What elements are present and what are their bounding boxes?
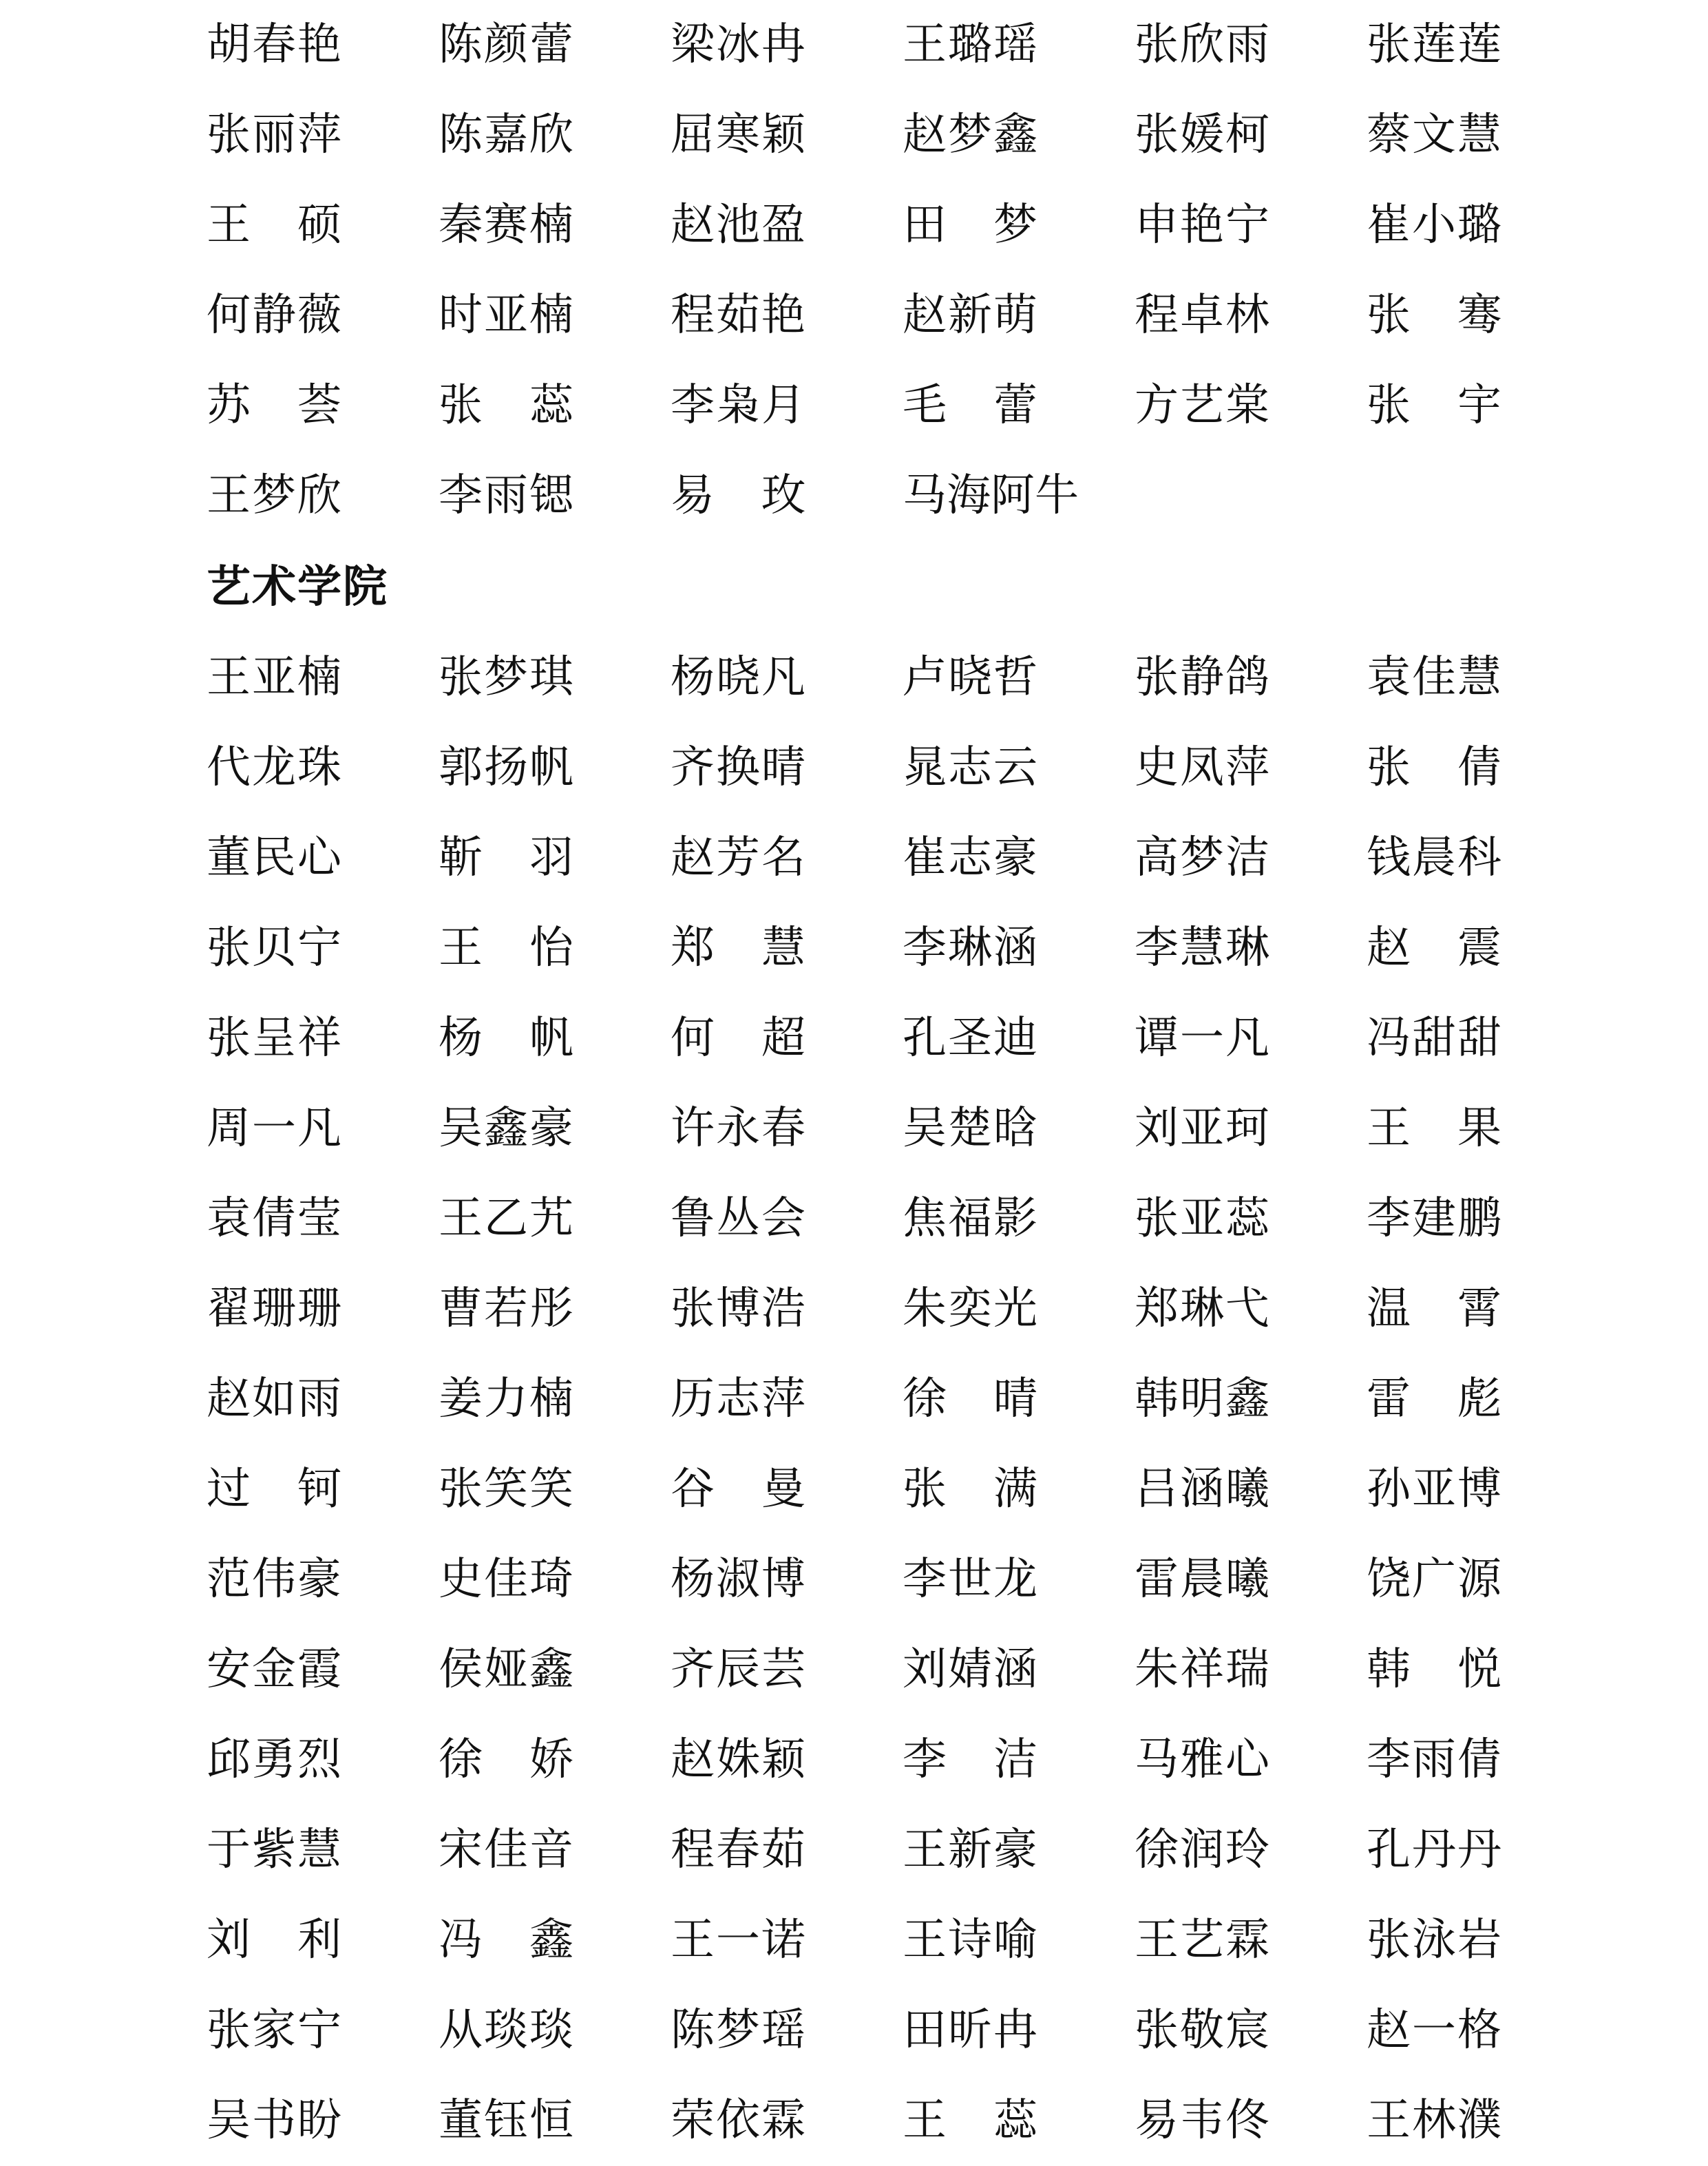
name-row bbox=[207, 1084, 1515, 1174]
person-name: 刘亚珂 bbox=[1135, 1103, 1269, 1154]
person-name: 翟珊珊 bbox=[207, 1283, 341, 1334]
person-name: 张静鸽 bbox=[1135, 652, 1269, 703]
name-cell bbox=[1135, 1625, 1367, 1715]
person-name: 范伟豪 bbox=[207, 1554, 341, 1605]
person-name: 赵芳名 bbox=[671, 832, 805, 883]
name-row bbox=[207, 1174, 1515, 1264]
person-name: 王 果 bbox=[1367, 1103, 1501, 1154]
person-name: 赵梦鑫 bbox=[903, 109, 1037, 160]
name-row bbox=[207, 1805, 1515, 1895]
person-name: 袁佳慧 bbox=[1367, 652, 1501, 703]
name-cell bbox=[671, 361, 903, 451]
person-name: 荣依霖 bbox=[671, 2095, 805, 2146]
person-name: 董钰恒 bbox=[439, 2095, 573, 2146]
person-name: 田 梦 bbox=[903, 200, 1037, 251]
name-cell bbox=[207, 0, 439, 90]
name-cell bbox=[1367, 90, 1599, 180]
person-name: 张 倩 bbox=[1367, 742, 1501, 793]
name-cell bbox=[439, 271, 671, 361]
person-name: 齐辰芸 bbox=[671, 1644, 805, 1695]
name-cell bbox=[207, 1444, 439, 1535]
name-cell bbox=[207, 1354, 439, 1444]
name-cell bbox=[207, 1895, 439, 1986]
person-name: 王 怡 bbox=[439, 923, 573, 974]
name-cell bbox=[1367, 813, 1599, 903]
person-name: 赵姝颖 bbox=[671, 1734, 805, 1785]
name-row bbox=[207, 0, 1515, 90]
person-name: 陈梦瑶 bbox=[671, 2005, 805, 2056]
name-cell bbox=[1367, 1986, 1599, 2076]
name-cell bbox=[903, 1895, 1135, 1986]
name-cell bbox=[1135, 2076, 1367, 2166]
person-name: 王璐瑶 bbox=[903, 19, 1037, 70]
name-row bbox=[207, 2076, 1515, 2166]
person-name: 徐 娇 bbox=[439, 1734, 573, 1785]
person-name: 李雨锶 bbox=[439, 470, 573, 521]
name-cell bbox=[439, 1805, 671, 1895]
name-cell bbox=[439, 1264, 671, 1354]
person-name: 杨 帆 bbox=[439, 1013, 573, 1064]
name-cell bbox=[671, 993, 903, 1084]
person-name: 胡春艳 bbox=[207, 19, 341, 70]
name-cell bbox=[207, 1715, 439, 1805]
person-name: 侯娅鑫 bbox=[439, 1644, 573, 1695]
name-cell bbox=[671, 813, 903, 903]
person-name: 张 宇 bbox=[1367, 380, 1501, 431]
name-cell bbox=[1135, 180, 1367, 271]
name-cell bbox=[1367, 1444, 1599, 1535]
name-cell bbox=[439, 813, 671, 903]
name-cell bbox=[903, 1805, 1135, 1895]
person-name: 李雨倩 bbox=[1367, 1734, 1501, 1785]
name-cell bbox=[439, 0, 671, 90]
person-name: 张 蕊 bbox=[439, 380, 573, 431]
name-cell bbox=[207, 451, 439, 541]
person-name: 张亚蕊 bbox=[1135, 1193, 1269, 1244]
person-name: 王梦欣 bbox=[207, 470, 341, 521]
person-name: 韩 悦 bbox=[1367, 1644, 1501, 1695]
person-name: 冯 鑫 bbox=[439, 1915, 573, 1966]
person-name: 徐润玲 bbox=[1135, 1825, 1269, 1875]
name-cell bbox=[903, 451, 1135, 541]
person-name: 雷晨曦 bbox=[1135, 1554, 1269, 1605]
name-row bbox=[207, 903, 1515, 993]
name-row bbox=[207, 361, 1515, 451]
person-name: 谷 曼 bbox=[671, 1464, 805, 1515]
name-cell bbox=[1135, 1895, 1367, 1986]
person-name: 王艺霖 bbox=[1135, 1915, 1269, 1966]
name-row bbox=[207, 1986, 1515, 2076]
name-row bbox=[207, 633, 1515, 723]
person-name: 晁志云 bbox=[903, 742, 1037, 793]
name-row bbox=[207, 813, 1515, 903]
name-cell bbox=[671, 0, 903, 90]
name-cell bbox=[439, 90, 671, 180]
person-name: 陈颜蕾 bbox=[439, 19, 573, 70]
person-name: 饶广源 bbox=[1367, 1554, 1501, 1605]
person-name: 程春茹 bbox=[671, 1825, 805, 1875]
name-cell bbox=[903, 1264, 1135, 1354]
person-name: 卢晓哲 bbox=[903, 652, 1037, 703]
name-cell bbox=[903, 271, 1135, 361]
person-name: 靳 羽 bbox=[439, 832, 573, 883]
person-name: 杨淑博 bbox=[671, 1554, 805, 1605]
person-name: 蔡文慧 bbox=[1367, 109, 1501, 160]
name-cell bbox=[207, 1174, 439, 1264]
person-name: 屈寒颖 bbox=[671, 109, 805, 160]
person-name: 朱奕光 bbox=[903, 1283, 1037, 1334]
person-name: 张博浩 bbox=[671, 1283, 805, 1334]
person-name: 雷 彪 bbox=[1367, 1374, 1501, 1424]
name-cell bbox=[1367, 1805, 1599, 1895]
person-name: 徐 晴 bbox=[903, 1374, 1037, 1424]
name-cell bbox=[671, 1354, 903, 1444]
name-cell bbox=[439, 1715, 671, 1805]
name-cell bbox=[1135, 1715, 1367, 1805]
name-cell bbox=[1135, 1805, 1367, 1895]
name-cell bbox=[439, 993, 671, 1084]
person-name: 宋佳音 bbox=[439, 1825, 573, 1875]
name-cell bbox=[207, 1084, 439, 1174]
person-name: 赵 震 bbox=[1367, 923, 1501, 974]
name-row bbox=[207, 1625, 1515, 1715]
name-cell bbox=[1135, 1084, 1367, 1174]
name-row bbox=[207, 451, 1515, 541]
person-name: 朱祥瑞 bbox=[1135, 1644, 1269, 1695]
name-cell bbox=[671, 2076, 903, 2166]
name-cell bbox=[1135, 271, 1367, 361]
person-name: 许永春 bbox=[671, 1103, 805, 1154]
person-name: 钱晨科 bbox=[1367, 832, 1501, 883]
name-cell bbox=[903, 723, 1135, 813]
name-row bbox=[207, 180, 1515, 271]
person-name: 董民心 bbox=[207, 832, 341, 883]
name-cell bbox=[207, 633, 439, 723]
person-name: 吴书盼 bbox=[207, 2095, 341, 2146]
person-name: 代龙珠 bbox=[207, 742, 341, 793]
person-name: 安金霞 bbox=[207, 1644, 341, 1695]
person-name: 张敬宸 bbox=[1135, 2005, 1269, 2056]
name-cell bbox=[671, 1535, 903, 1625]
person-name: 王一诺 bbox=[671, 1915, 805, 1966]
person-name: 张媛柯 bbox=[1135, 109, 1269, 160]
name-cell bbox=[1367, 1174, 1599, 1264]
person-name: 田昕冉 bbox=[903, 2005, 1037, 2056]
person-name: 韩明鑫 bbox=[1135, 1374, 1269, 1424]
name-cell bbox=[439, 1084, 671, 1174]
name-row bbox=[207, 1535, 1515, 1625]
name-list-previous-section bbox=[207, 0, 1515, 541]
name-cell bbox=[1135, 90, 1367, 180]
person-name: 吕涵曦 bbox=[1135, 1464, 1269, 1515]
person-name: 易 玫 bbox=[671, 470, 805, 521]
person-name: 张莲莲 bbox=[1367, 19, 1501, 70]
person-name: 张泳岩 bbox=[1367, 1915, 1501, 1966]
name-cell bbox=[439, 2076, 671, 2166]
name-cell bbox=[671, 271, 903, 361]
name-row bbox=[207, 1715, 1515, 1805]
name-cell bbox=[1367, 903, 1599, 993]
person-name: 郑 慧 bbox=[671, 923, 805, 974]
person-name: 李慧琳 bbox=[1135, 923, 1269, 974]
person-name: 陈嘉欣 bbox=[439, 109, 573, 160]
name-cell bbox=[207, 2076, 439, 2166]
name-cell bbox=[671, 1986, 903, 2076]
name-cell bbox=[1367, 271, 1599, 361]
name-cell bbox=[439, 1895, 671, 1986]
name-cell bbox=[1367, 361, 1599, 451]
person-name: 何静薇 bbox=[207, 290, 341, 341]
name-cell bbox=[671, 633, 903, 723]
name-row bbox=[207, 723, 1515, 813]
person-name: 赵如雨 bbox=[207, 1374, 341, 1424]
person-name: 郑琳弋 bbox=[1135, 1283, 1269, 1334]
person-name: 于紫慧 bbox=[207, 1825, 341, 1875]
name-cell bbox=[439, 903, 671, 993]
person-name: 孔丹丹 bbox=[1367, 1825, 1501, 1875]
name-cell bbox=[903, 903, 1135, 993]
person-name: 张 满 bbox=[903, 1464, 1037, 1515]
person-name: 从琰琰 bbox=[439, 2005, 573, 2056]
name-cell bbox=[671, 1895, 903, 1986]
name-cell bbox=[207, 903, 439, 993]
name-cell bbox=[903, 993, 1135, 1084]
person-name: 崔小璐 bbox=[1367, 200, 1501, 251]
name-cell bbox=[439, 723, 671, 813]
name-cell bbox=[671, 1084, 903, 1174]
person-name: 申艳宁 bbox=[1135, 200, 1269, 251]
person-name: 李枭月 bbox=[671, 380, 805, 431]
person-name: 历志萍 bbox=[671, 1374, 805, 1424]
person-name: 焦福影 bbox=[903, 1193, 1037, 1244]
name-cell bbox=[1135, 1444, 1367, 1535]
person-name: 马雅心 bbox=[1135, 1734, 1269, 1785]
name-cell bbox=[439, 1174, 671, 1264]
person-name: 王 硕 bbox=[207, 200, 341, 251]
name-cell bbox=[671, 180, 903, 271]
person-name: 郭扬帆 bbox=[439, 742, 573, 793]
person-name: 冯甜甜 bbox=[1367, 1013, 1501, 1064]
name-row bbox=[207, 1444, 1515, 1535]
person-name: 何 超 bbox=[671, 1013, 805, 1064]
name-cell bbox=[903, 633, 1135, 723]
person-name: 马海阿牛 bbox=[903, 470, 1079, 521]
name-cell bbox=[439, 180, 671, 271]
person-name: 过 钶 bbox=[207, 1464, 341, 1515]
name-cell bbox=[903, 813, 1135, 903]
person-name: 李世龙 bbox=[903, 1554, 1037, 1605]
name-cell bbox=[903, 90, 1135, 180]
name-cell bbox=[207, 1986, 439, 2076]
name-cell bbox=[207, 180, 439, 271]
person-name: 刘婧涵 bbox=[903, 1644, 1037, 1695]
person-name: 高梦洁 bbox=[1135, 832, 1269, 883]
name-cell bbox=[671, 1715, 903, 1805]
name-cell bbox=[207, 1805, 439, 1895]
name-cell bbox=[671, 1444, 903, 1535]
name-cell bbox=[439, 633, 671, 723]
person-name: 袁倩莹 bbox=[207, 1193, 341, 1244]
name-cell bbox=[207, 1625, 439, 1715]
name-cell bbox=[1367, 1625, 1599, 1715]
name-cell bbox=[1367, 0, 1599, 90]
person-name: 程茹艳 bbox=[671, 290, 805, 341]
name-cell bbox=[1367, 1715, 1599, 1805]
name-cell bbox=[1367, 1264, 1599, 1354]
name-cell bbox=[671, 1174, 903, 1264]
name-cell bbox=[1135, 1354, 1367, 1444]
person-name: 吴鑫豪 bbox=[439, 1103, 573, 1154]
person-name: 易韦佟 bbox=[1135, 2095, 1269, 2146]
name-cell bbox=[903, 1625, 1135, 1715]
name-cell bbox=[207, 993, 439, 1084]
person-name: 秦赛楠 bbox=[439, 200, 573, 251]
name-list-art-college bbox=[207, 633, 1515, 2166]
person-name: 王林濮 bbox=[1367, 2095, 1501, 2146]
person-name: 赵新萌 bbox=[903, 290, 1037, 341]
person-name: 王 蕊 bbox=[903, 2095, 1037, 2146]
name-cell bbox=[1367, 1895, 1599, 1986]
person-name: 杨晓凡 bbox=[671, 652, 805, 703]
person-name: 苏 荟 bbox=[207, 380, 341, 431]
name-cell bbox=[903, 2076, 1135, 2166]
person-name: 张笑笑 bbox=[439, 1464, 573, 1515]
person-name: 毛 蕾 bbox=[903, 380, 1037, 431]
person-name: 张家宁 bbox=[207, 2005, 341, 2056]
name-cell bbox=[903, 1174, 1135, 1264]
person-name: 谭一凡 bbox=[1135, 1013, 1269, 1064]
name-cell bbox=[207, 1535, 439, 1625]
name-cell bbox=[671, 90, 903, 180]
person-name: 赵一格 bbox=[1367, 2005, 1501, 2056]
name-cell bbox=[1135, 633, 1367, 723]
name-cell bbox=[439, 451, 671, 541]
name-cell bbox=[903, 1444, 1135, 1535]
name-cell bbox=[439, 1444, 671, 1535]
name-cell bbox=[439, 361, 671, 451]
name-cell bbox=[1367, 723, 1599, 813]
name-cell bbox=[903, 180, 1135, 271]
person-name: 姜力楠 bbox=[439, 1374, 573, 1424]
name-row bbox=[207, 1895, 1515, 1986]
person-name: 崔志豪 bbox=[903, 832, 1037, 883]
name-cell bbox=[1367, 1084, 1599, 1174]
person-name: 王诗喻 bbox=[903, 1915, 1037, 1966]
person-name: 邱勇烈 bbox=[207, 1734, 341, 1785]
name-cell bbox=[1135, 1986, 1367, 2076]
person-name: 史凤萍 bbox=[1135, 742, 1269, 793]
person-name: 张梦琪 bbox=[439, 652, 573, 703]
name-cell bbox=[1135, 361, 1367, 451]
name-cell bbox=[439, 1354, 671, 1444]
name-cell bbox=[1135, 1264, 1367, 1354]
name-cell bbox=[671, 1625, 903, 1715]
name-cell bbox=[439, 1535, 671, 1625]
name-cell bbox=[1135, 903, 1367, 993]
name-row bbox=[207, 993, 1515, 1084]
name-cell bbox=[671, 1805, 903, 1895]
person-name: 程卓林 bbox=[1135, 290, 1269, 341]
person-name: 刘 利 bbox=[207, 1915, 341, 1966]
name-cell bbox=[207, 1264, 439, 1354]
person-name: 李 洁 bbox=[903, 1734, 1037, 1785]
person-name: 时亚楠 bbox=[439, 290, 573, 341]
name-cell bbox=[1367, 633, 1599, 723]
name-cell bbox=[439, 1986, 671, 2076]
person-name: 李琳涵 bbox=[903, 923, 1037, 974]
name-row bbox=[207, 1264, 1515, 1354]
name-cell bbox=[439, 1625, 671, 1715]
name-cell bbox=[903, 0, 1135, 90]
person-name: 梁冰冉 bbox=[671, 19, 805, 70]
name-cell bbox=[671, 903, 903, 993]
name-cell bbox=[1135, 0, 1367, 90]
person-name: 齐换晴 bbox=[671, 742, 805, 793]
name-cell bbox=[207, 723, 439, 813]
person-name: 张呈祥 bbox=[207, 1013, 341, 1064]
name-cell bbox=[903, 1084, 1135, 1174]
person-name: 孙亚博 bbox=[1367, 1464, 1501, 1515]
name-cell bbox=[1367, 1535, 1599, 1625]
name-cell bbox=[1135, 993, 1367, 1084]
person-name: 周一凡 bbox=[207, 1103, 341, 1154]
person-name: 赵池盈 bbox=[671, 200, 805, 251]
name-cell bbox=[903, 1535, 1135, 1625]
name-cell bbox=[671, 1264, 903, 1354]
name-cell bbox=[671, 723, 903, 813]
person-name: 张欣雨 bbox=[1135, 19, 1269, 70]
person-name: 温 霄 bbox=[1367, 1283, 1501, 1334]
name-cell bbox=[207, 271, 439, 361]
person-name: 王亚楠 bbox=[207, 652, 341, 703]
person-name: 方艺棠 bbox=[1135, 380, 1269, 431]
person-name: 张丽萍 bbox=[207, 109, 341, 160]
person-name: 李建鹏 bbox=[1367, 1193, 1501, 1244]
person-name: 鲁丛会 bbox=[671, 1193, 805, 1244]
section-heading-art-college: 艺术学院 bbox=[207, 562, 388, 613]
person-name: 史佳琦 bbox=[439, 1554, 573, 1605]
name-cell bbox=[1135, 723, 1367, 813]
name-cell bbox=[1135, 1174, 1367, 1264]
person-name: 王新豪 bbox=[903, 1825, 1037, 1875]
name-row bbox=[207, 90, 1515, 180]
name-row bbox=[207, 271, 1515, 361]
name-cell bbox=[1135, 1535, 1367, 1625]
name-cell bbox=[207, 361, 439, 451]
name-cell bbox=[1367, 1354, 1599, 1444]
name-cell bbox=[903, 1715, 1135, 1805]
name-cell bbox=[207, 813, 439, 903]
name-cell bbox=[903, 1986, 1135, 2076]
name-cell bbox=[903, 1354, 1135, 1444]
person-name: 曹若彤 bbox=[439, 1283, 573, 1334]
person-name: 孔圣迪 bbox=[903, 1013, 1037, 1064]
person-name: 张 骞 bbox=[1367, 290, 1501, 341]
name-cell bbox=[671, 451, 903, 541]
name-cell bbox=[207, 90, 439, 180]
person-name: 张贝宁 bbox=[207, 923, 341, 974]
name-cell bbox=[903, 361, 1135, 451]
name-cell bbox=[1367, 2076, 1599, 2166]
person-name: 王乙艽 bbox=[439, 1193, 573, 1244]
person-name: 吴楚晗 bbox=[903, 1103, 1037, 1154]
name-cell bbox=[1367, 993, 1599, 1084]
name-cell bbox=[1367, 180, 1599, 271]
name-row bbox=[207, 1354, 1515, 1444]
name-cell bbox=[1135, 813, 1367, 903]
